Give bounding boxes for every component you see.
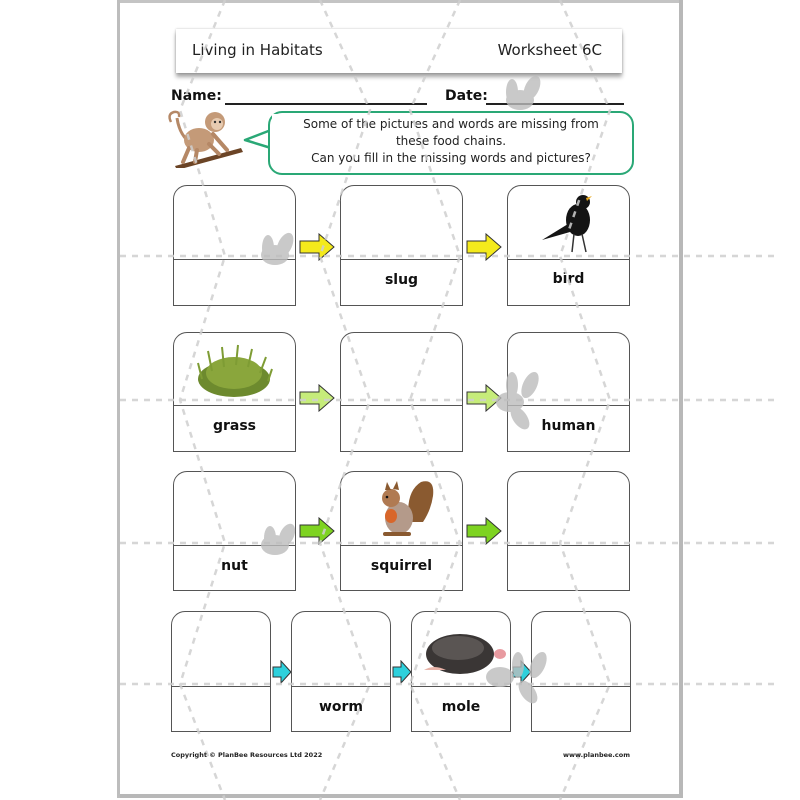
card-word: human bbox=[541, 418, 596, 434]
arrow-right-icon bbox=[466, 384, 502, 412]
food-chain-2-card-2[interactable] bbox=[340, 332, 463, 452]
card-word: slug bbox=[384, 272, 419, 288]
food-chain-4-card-3[interactable] bbox=[411, 611, 511, 732]
squirrel-icon bbox=[373, 476, 435, 540]
mole-icon bbox=[418, 628, 508, 678]
website-link[interactable]: www.planbee.com bbox=[563, 751, 630, 759]
card-word: mole bbox=[441, 699, 481, 715]
date-label: Date: bbox=[445, 88, 488, 104]
food-chain-3-card-3[interactable] bbox=[507, 471, 630, 591]
arrow-right-icon bbox=[466, 233, 502, 261]
arrow-right-icon bbox=[466, 517, 502, 545]
copyright-text: Copyright © PlanBee Resources Ltd 2022 bbox=[171, 751, 323, 759]
worksheet-title: Living in Habitats bbox=[192, 41, 323, 59]
card-word: squirrel bbox=[370, 558, 433, 574]
instruction-line-1: Some of the pictures and words are missing from bbox=[303, 117, 599, 131]
food-chain-4-card-2[interactable] bbox=[291, 611, 391, 732]
food-chain-4-card-1[interactable] bbox=[171, 611, 271, 732]
arrow-right-icon bbox=[299, 384, 335, 412]
worksheet-header bbox=[176, 29, 622, 73]
food-chain-1-card-3[interactable] bbox=[507, 185, 630, 306]
food-chain-2-card-3[interactable] bbox=[507, 332, 630, 452]
food-chain-3-card-1[interactable] bbox=[173, 471, 296, 591]
name-label: Name: bbox=[171, 88, 222, 104]
grass-icon bbox=[194, 343, 274, 399]
instruction-line-3: Can you fill in the missing words and pictures? bbox=[311, 151, 591, 165]
name-field[interactable] bbox=[225, 103, 427, 105]
arrow-right-icon bbox=[299, 517, 335, 545]
card-word: worm bbox=[318, 699, 364, 715]
food-chain-2-card-1[interactable] bbox=[173, 332, 296, 452]
monkey-icon bbox=[167, 104, 245, 168]
card-word: grass bbox=[212, 418, 257, 434]
food-chain-4-card-4[interactable] bbox=[531, 611, 631, 732]
instruction-bubble bbox=[268, 111, 634, 175]
food-chain-1-card-1[interactable] bbox=[173, 185, 296, 306]
instruction-line-2: these food chains. bbox=[395, 134, 507, 148]
arrow-right-icon bbox=[299, 233, 335, 261]
arrow-right-icon bbox=[512, 660, 532, 684]
date-field[interactable] bbox=[486, 103, 624, 105]
food-chain-3-card-2[interactable] bbox=[340, 471, 463, 591]
food-chain-1-card-2[interactable] bbox=[340, 185, 463, 306]
worksheet-number: Worksheet 6C bbox=[497, 41, 602, 59]
arrow-right-icon bbox=[272, 660, 292, 684]
arrow-right-icon bbox=[392, 660, 412, 684]
blackbird-icon bbox=[540, 190, 600, 256]
card-word: nut bbox=[221, 558, 248, 574]
card-word: bird bbox=[552, 271, 585, 287]
